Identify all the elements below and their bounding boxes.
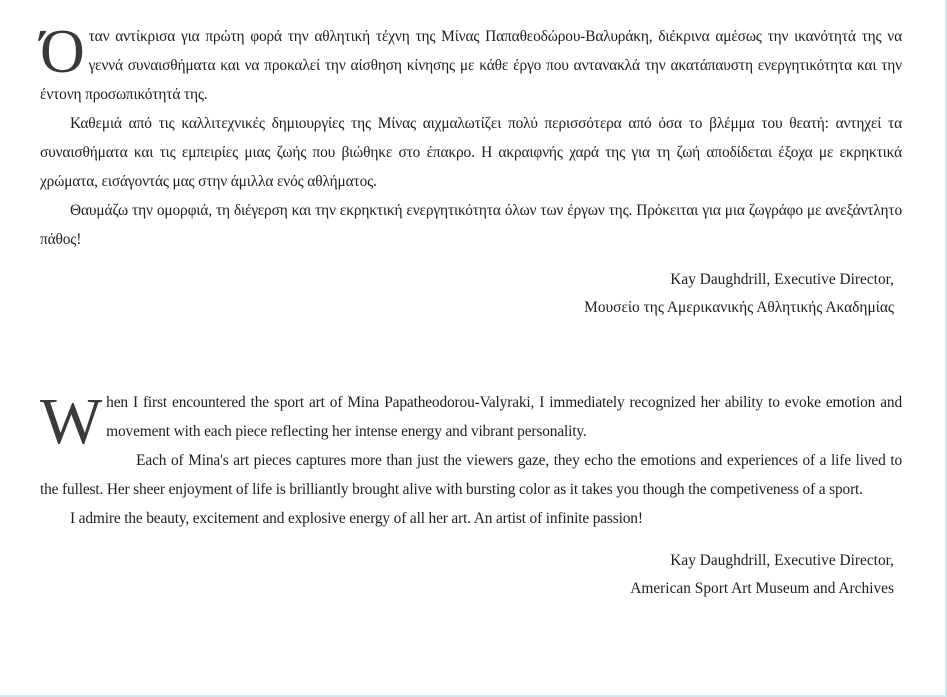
english-signature xyxy=(40,547,902,603)
greek-signature xyxy=(40,266,902,322)
greek-signature-name: Kay Daughdrill, Executive Director, xyxy=(670,271,894,288)
english-paragraph-2: Each of Mina's art pieces captures more than just the viewers gaze, they echo the emotions and experiences of a life lived to the fullest. Her sheer enjoyment of life is brilliantly brought alive with bursting color as it takes you though the competiveness of a sport. xyxy=(40,452,902,498)
greek-paragraph-1-text: ταν αντίκρισα για πρώτη φορά την αθλητική τέχνη της Μίνας Παπαθεοδώρου-Βαλυράκη, διέκρινα αμέσως την ικανότητά της να γεννά συναισθήματα και να προκαλεί την αίσθηση κίνησης με κάθε έργο που αντανακλά την ακατάπαυστη ενεργητικότητα και την έντονη προσωπικότητά της. xyxy=(40,28,902,103)
english-paragraph-3: I admire the beauty, excitement and explosive energy of all her art. An artist of infinite passion! xyxy=(70,510,643,527)
english-signature-name: Kay Daughdrill, Executive Director, xyxy=(670,552,894,569)
greek-signature-organization: Μουσείο της Αμερικανικής Αθλητικής Ακαδημίας xyxy=(584,299,894,316)
english-paragraph-1-text: hen I first encountered the sport art of Mina Papatheodorou-Valyraki, I immediately recognized her ability to evoke emotion and movement with each piece reflecting her intense energy and vibrant personality. xyxy=(106,394,902,440)
greek-paragraph-3: Θαυμάζω την ομορφιά, τη διέγερση και την εκρηκτική ενεργητικότητα όλων των έργων της. Πρόκειται για μια ζωγράφο με ανεξάντλητο πάθος! xyxy=(40,202,902,248)
greek-section xyxy=(40,18,902,322)
greek-dropcap: Ό xyxy=(40,18,85,86)
english-signature-organization: American Sport Art Museum and Archives xyxy=(630,580,894,597)
english-paragraph-1 xyxy=(40,385,902,458)
greek-paragraph-2: Καθεμιά από τις καλλιτεχνικές δημιουργίες της Μίνας αιχμαλωτίζει πολύ περισσότερα από όσα το βλέμμα του θεατή: αντηχεί τα συναισθήματα και τις εμπειρίες μιας ζωής που βιώθηκε στο έπακρο. Η ακραιφνής χαρά της για τη ζωή αποδίδεται έξοχα με εκρηκτικά χρώματα, εισάγοντάς μας στην άμιλλα ενός αθλήματος. xyxy=(40,115,902,190)
greek-paragraph-1 xyxy=(40,18,902,109)
english-dropcap: W xyxy=(40,385,103,458)
english-section xyxy=(40,385,902,603)
